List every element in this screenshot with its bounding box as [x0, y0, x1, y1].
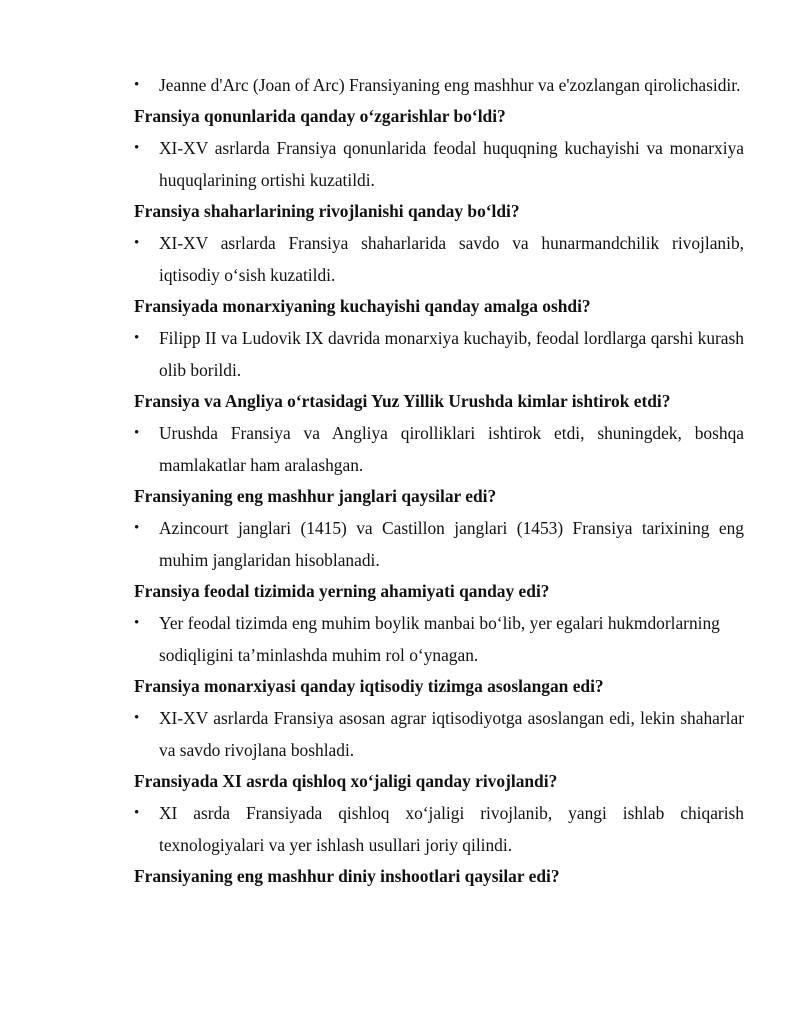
question-heading: Fransiya feodal tizimida yerning ahamiyati qanday edi?: [134, 581, 550, 601]
question-heading: Fransiyaning eng mashhur diniy inshootlari qaysilar edi?: [134, 866, 560, 886]
list-item: [134, 69, 744, 101]
bullet-icon: •: [134, 77, 140, 93]
list-item: [134, 417, 744, 481]
list-item: [134, 702, 744, 766]
bullet-icon: •: [134, 710, 140, 726]
question-heading: Fransiya shaharlarining rivojlanishi qanday bo‘ldi?: [134, 201, 520, 221]
bullet-icon: •: [134, 805, 140, 821]
bullet-icon: •: [134, 235, 140, 251]
answer-text: Jeanne d'Arc (Joan of Arc) Fransiyaning eng mashhur va e'zozlangan qirolichasidir.: [159, 75, 741, 95]
question-heading: Fransiyada monarxiyaning kuchayishi qanday amalga oshdi?: [134, 296, 591, 316]
list-item: [134, 322, 744, 386]
bullet-icon: •: [134, 330, 140, 346]
answer-text: Yer feodal tizimda eng muhim boylik manbai bo‘lib, yer egalari hukmdorlarning sodiqligini ta’minlashda muhim rol o‘ynagan.: [159, 613, 720, 665]
answer-text: Filipp II va Ludovik IX davrida monarxiya kuchayib, feodal lordlarga qarshi kurash olib borildi.: [159, 328, 744, 380]
question-heading: Fransiya qonunlarida qanday o‘zgarishlar bo‘ldi?: [134, 106, 506, 126]
question-heading: Fransiyada XI asrda qishloq xo‘jaligi qanday rivojlandi?: [134, 771, 558, 791]
answer-text: Urushda Fransiya va Angliya qirolliklari ishtirok etdi, shuningdek, boshqa mamlakatlar ham aralashgan.: [159, 423, 744, 475]
answer-text: XI-XV asrlarda Fransiya shaharlarida savdo va hunarmandchilik rivojlanib, iqtisodiy o‘sish kuzatildi.: [159, 233, 744, 285]
list-item: [134, 797, 744, 861]
list-item: [134, 512, 744, 576]
answer-text: Azincourt janglari (1415) va Castillon janglari (1453) Fransiya tarixining eng muhim janglaridan hisoblanadi.: [159, 518, 744, 570]
bullet-icon: •: [134, 140, 140, 156]
question-heading: Fransiya monarxiyasi qanday iqtisodiy tizimga asoslangan edi?: [134, 676, 604, 696]
document-content: [134, 69, 744, 892]
question-heading: Fransiya va Angliya o‘rtasidagi Yuz Yillik Urushda kimlar ishtirok etdi?: [134, 391, 671, 411]
answer-text: XI asrda Fransiyada qishloq xo‘jaligi rivojlanib, yangi ishlab chiqarish texnologiyalari va yer ishlash usullari joriy qilindi.: [159, 803, 744, 855]
bullet-icon: •: [134, 615, 140, 631]
question-heading: Fransiyaning eng mashhur janglari qaysilar edi?: [134, 486, 497, 506]
bullet-icon: •: [134, 425, 140, 441]
answer-text: XI-XV asrlarda Fransiya asosan agrar iqtisodiyotga asoslangan edi, lekin shaharlar va savdo rivojlana boshladi.: [159, 708, 744, 760]
list-item: [134, 607, 744, 671]
list-item: [134, 227, 744, 291]
bullet-icon: •: [134, 520, 140, 536]
answer-text: XI-XV asrlarda Fransiya qonunlarida feodal huquqning kuchayishi va monarxiya huquqlarining ortishi kuzatildi.: [159, 138, 744, 190]
list-item: [134, 132, 744, 196]
